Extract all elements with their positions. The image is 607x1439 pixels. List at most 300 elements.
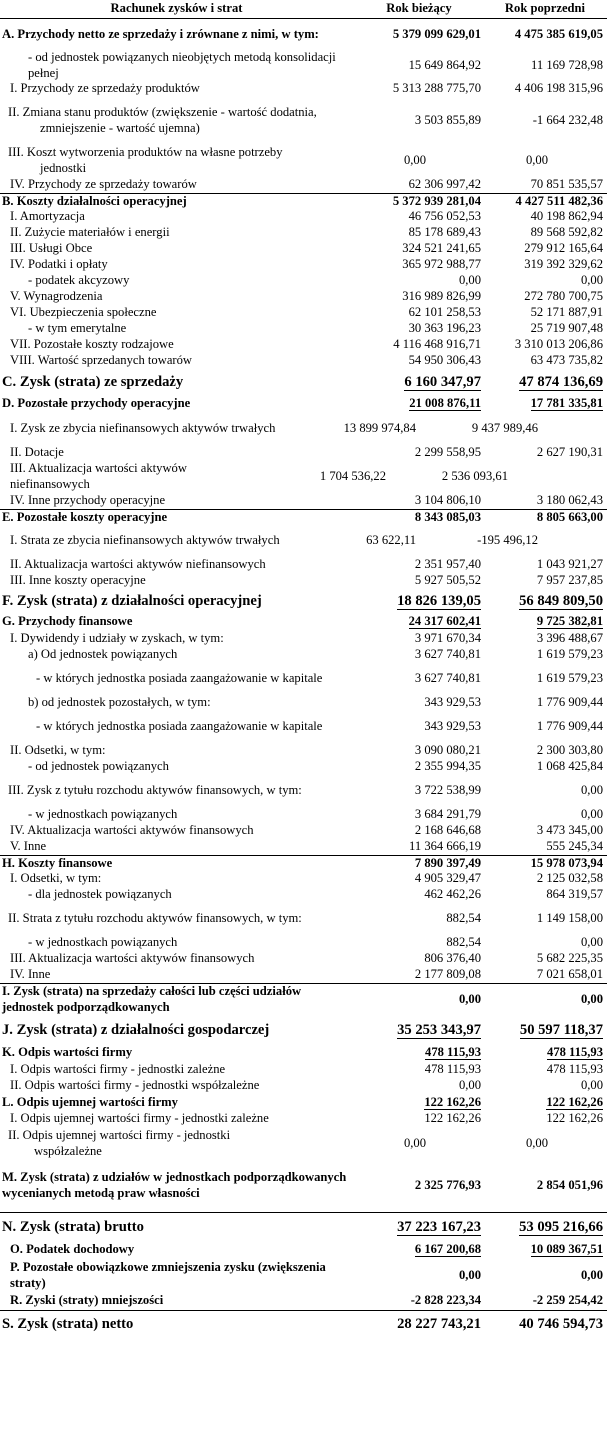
previous-year-value xyxy=(483,396,607,412)
current-year-value xyxy=(355,257,483,273)
table-row xyxy=(0,369,607,395)
row-label: D. Pozostałe przychody operacyjne xyxy=(2,396,191,411)
previous-year-amount: 0,00 xyxy=(525,153,548,168)
current-year-amount: 4 905 329,47 xyxy=(414,871,481,886)
table-row xyxy=(0,257,607,273)
table-row xyxy=(0,557,607,573)
row-label: a) Od jednostek powiązanych xyxy=(28,647,178,662)
previous-year-amount: 0,00 xyxy=(580,1078,603,1093)
previous-year-amount: 8 805 663,00 xyxy=(536,509,603,524)
current-year-amount: 882,54 xyxy=(446,911,481,926)
current-year-amount: 3 684 291,79 xyxy=(414,807,481,822)
previous-year-value xyxy=(388,469,512,485)
current-year-amount: 6 160 347,97 xyxy=(404,374,481,390)
previous-year-amount: -195 496,12 xyxy=(477,533,538,548)
row-label: - od jednostek powiązanych nieobjętych metodą konsolidacji pełnej xyxy=(28,49,336,80)
statement-rows xyxy=(0,19,607,1336)
previous-year-value xyxy=(483,209,607,225)
table-row xyxy=(0,775,607,807)
previous-year-value xyxy=(483,839,607,855)
previous-year-value xyxy=(483,1078,607,1094)
current-year-amount: 0,00 xyxy=(403,153,426,168)
previous-year-value xyxy=(483,225,607,241)
previous-year-value xyxy=(483,1178,607,1194)
previous-year-amount: 3 473 345,00 xyxy=(536,823,603,838)
previous-year-amount: -1 664 232,48 xyxy=(532,113,603,128)
current-year-amount: 8 343 085,03 xyxy=(414,509,481,524)
current-year-value xyxy=(355,614,483,630)
previous-year-value xyxy=(483,783,607,799)
table-row xyxy=(0,647,607,663)
row-label: IV. Przychody ze sprzedaży towarów xyxy=(10,177,197,192)
current-year-amount: 46 756 052,53 xyxy=(408,209,481,224)
table-row xyxy=(0,1094,607,1111)
table-row xyxy=(0,413,607,445)
current-year-value xyxy=(355,493,483,509)
current-year-amount: 882,54 xyxy=(446,935,481,950)
previous-year-value xyxy=(483,557,607,573)
row-label: - w jednostkach powiązanych xyxy=(28,807,178,822)
current-year-amount: 365 972 988,77 xyxy=(402,257,481,272)
previous-year-value xyxy=(483,27,607,43)
previous-year-value xyxy=(483,871,607,887)
current-year-value xyxy=(355,1095,483,1111)
previous-year-value xyxy=(483,241,607,257)
current-year-value xyxy=(355,951,483,967)
current-year-value xyxy=(355,225,483,241)
previous-year-value xyxy=(483,1218,607,1236)
current-year-value xyxy=(300,1136,428,1152)
previous-year-amount: 478 115,93 xyxy=(546,1062,603,1077)
table-row xyxy=(0,935,607,951)
previous-year-value xyxy=(483,353,607,369)
current-year-amount: 5 379 099 629,01 xyxy=(392,26,481,41)
previous-year-amount: 1 619 579,23 xyxy=(536,671,603,686)
row-label: IV. Podatki i opłaty xyxy=(10,257,108,272)
previous-year-value xyxy=(483,1268,607,1284)
previous-year-value xyxy=(483,614,607,630)
current-year-value xyxy=(355,871,483,887)
previous-year-amount: 7 957 237,85 xyxy=(536,573,603,588)
row-label: I. Odsetki, w tym: xyxy=(10,871,102,886)
current-year-value xyxy=(355,573,483,589)
previous-year-amount: 319 392 329,62 xyxy=(524,257,603,272)
previous-year-value xyxy=(483,445,607,461)
current-year-amount: 3 627 740,81 xyxy=(414,671,481,686)
table-row xyxy=(0,855,607,871)
previous-year-amount: 50 597 118,37 xyxy=(519,1022,603,1038)
previous-year-amount: 40 746 594,73 xyxy=(519,1315,603,1332)
previous-year-value xyxy=(483,592,607,610)
table-row xyxy=(0,1078,607,1094)
table-row xyxy=(0,983,607,1016)
current-year-amount: 2 299 558,95 xyxy=(414,445,481,460)
table-row xyxy=(0,525,607,557)
current-year-value xyxy=(300,153,428,169)
table-row xyxy=(0,823,607,839)
previous-year-value xyxy=(483,113,607,129)
previous-year-amount: 0,00 xyxy=(580,807,603,822)
current-year-value xyxy=(355,27,483,43)
previous-year-value xyxy=(483,337,607,353)
table-row xyxy=(0,1062,607,1078)
row-label: O. Podatek dochodowy xyxy=(10,1242,135,1257)
current-year-amount: 62 306 997,42 xyxy=(408,177,481,192)
previous-year-amount: 2 854 051,96 xyxy=(536,1178,603,1193)
row-label: IV. Inne xyxy=(10,967,51,982)
table-row xyxy=(0,951,607,967)
current-year-value xyxy=(355,719,483,735)
previous-year-value xyxy=(483,194,607,210)
previous-year-amount: 272 780 700,75 xyxy=(524,289,603,304)
row-label: N. Zysk (strata) brutto xyxy=(2,1218,144,1235)
table-row xyxy=(0,631,607,647)
current-year-amount: 122 162,26 xyxy=(424,1094,481,1109)
row-label: - podatek akcyzowy xyxy=(28,273,130,288)
current-year-value xyxy=(355,194,483,210)
current-year-value xyxy=(355,783,483,799)
table-row xyxy=(0,509,607,525)
current-year-amount: 15 649 864,92 xyxy=(408,57,481,72)
row-label: C. Zysk (strata) ze sprzedaży xyxy=(2,374,184,390)
previous-year-value xyxy=(483,743,607,759)
previous-year-value xyxy=(483,305,607,321)
row-label: I. Odpis wartości firmy - jednostki zależne xyxy=(10,1062,226,1077)
current-year-amount: 2 177 809,08 xyxy=(414,967,481,982)
current-year-amount: 806 376,40 xyxy=(424,951,481,966)
row-label: H. Koszty finansowe xyxy=(2,855,113,870)
previous-year-value xyxy=(483,1062,607,1078)
current-year-value xyxy=(355,557,483,573)
current-year-value xyxy=(355,177,483,193)
table-header xyxy=(0,0,607,19)
previous-year-amount: 1 149 158,00 xyxy=(536,911,603,926)
table-row xyxy=(0,839,607,855)
previous-year-value xyxy=(483,257,607,273)
row-label: P. Pozostałe obowiązkowe zmniejszenia zysku (zwiększenia straty) xyxy=(10,1260,326,1290)
current-year-value xyxy=(355,337,483,353)
current-year-value xyxy=(355,1218,483,1236)
current-year-amount: 324 521 241,65 xyxy=(402,241,481,256)
previous-year-amount: 89 568 592,82 xyxy=(530,225,603,240)
previous-year-amount: 17 781 335,81 xyxy=(530,396,603,411)
previous-year-amount: 4 406 198 315,96 xyxy=(514,81,603,96)
current-year-value xyxy=(355,58,483,74)
table-row xyxy=(0,97,607,145)
current-year-value xyxy=(355,671,483,687)
current-year-amount: 2 168 646,68 xyxy=(414,823,481,838)
row-label: V. Wynagrodzenia xyxy=(10,289,103,304)
current-year-value xyxy=(355,373,483,391)
table-row xyxy=(0,695,607,711)
current-year-value xyxy=(355,631,483,647)
row-label: VII. Pozostałe koszty rodzajowe xyxy=(10,337,174,352)
row-label: B. Koszty działalności operacyjnej xyxy=(2,193,187,208)
previous-year-value xyxy=(483,823,607,839)
current-year-amount: 316 989 826,99 xyxy=(402,289,481,304)
current-year-amount: 62 101 258,53 xyxy=(408,305,481,320)
header-title: Rachunek zysków i strat xyxy=(110,1,243,16)
previous-year-amount: 7 021 658,01 xyxy=(536,967,603,982)
previous-year-amount: 555 245,34 xyxy=(546,839,603,854)
previous-year-amount: 0,00 xyxy=(525,1135,548,1150)
current-year-amount: 28 227 743,21 xyxy=(397,1315,481,1332)
current-year-amount: 478 115,93 xyxy=(425,1045,481,1060)
previous-year-amount: 10 089 367,51 xyxy=(530,1242,603,1257)
current-year-amount: 30 363 196,23 xyxy=(408,321,481,336)
previous-year-value xyxy=(483,951,607,967)
current-year-value xyxy=(355,1178,483,1194)
table-row xyxy=(0,321,607,337)
previous-year-value xyxy=(483,373,607,391)
table-row xyxy=(0,573,607,589)
row-label: S. Zysk (strata) netto xyxy=(2,1315,134,1332)
previous-year-amount: 2 125 032,58 xyxy=(536,871,603,886)
current-year-amount: 0,00 xyxy=(458,1078,481,1093)
table-row xyxy=(0,19,607,50)
previous-year-value xyxy=(483,856,607,872)
row-label: II. Odpis wartości firmy - jednostki współzależne xyxy=(10,1078,260,1093)
table-row xyxy=(0,445,607,461)
current-year-amount: 3 090 080,21 xyxy=(414,743,481,758)
table-row xyxy=(0,743,607,759)
row-label: V. Inne xyxy=(10,839,47,854)
current-year-value xyxy=(355,81,483,97)
row-label: III. Inne koszty operacyjne xyxy=(10,573,146,588)
table-row xyxy=(0,1260,607,1292)
current-year-amount: 3 503 855,89 xyxy=(414,113,481,128)
table-row xyxy=(0,711,607,743)
current-year-value xyxy=(355,992,483,1008)
previous-year-amount: 3 310 013 206,86 xyxy=(514,337,603,352)
current-year-value xyxy=(355,967,483,983)
previous-year-amount: 1 776 909,44 xyxy=(536,695,603,710)
current-year-amount: 343 929,53 xyxy=(424,719,481,734)
table-row xyxy=(0,1111,607,1127)
current-year-value xyxy=(355,911,483,927)
current-year-amount: 2 355 994,35 xyxy=(414,759,481,774)
previous-year-amount: 4 427 511 482,36 xyxy=(515,193,603,208)
previous-year-amount: 52 171 887,91 xyxy=(530,305,603,320)
previous-year-value xyxy=(483,992,607,1008)
current-year-value xyxy=(260,469,388,485)
row-label: IV. Inne przychody operacyjne xyxy=(10,493,166,508)
table-row xyxy=(0,1292,607,1310)
previous-year-value xyxy=(418,533,542,549)
table-row xyxy=(0,461,607,493)
table-row xyxy=(0,241,607,257)
current-year-value xyxy=(355,1242,483,1258)
row-label: J. Zysk (strata) z działalności gospodarczej xyxy=(2,1022,270,1038)
current-year-value xyxy=(355,807,483,823)
current-year-value xyxy=(355,887,483,903)
current-year-amount: 37 223 167,23 xyxy=(397,1218,481,1235)
table-row xyxy=(0,1160,607,1212)
previous-year-amount: 0,00 xyxy=(580,1268,603,1283)
current-year-amount: 21 008 876,11 xyxy=(409,396,481,411)
row-label: III. Aktualizacja wartości aktywów niefinansowych xyxy=(10,461,187,491)
row-label: - w których jednostka posiada zaangażowanie w kapitale xyxy=(36,671,323,686)
row-label: I. Zysk ze zbycia niefinansowych aktywów trwałych xyxy=(10,421,276,436)
current-year-amount: 13 899 974,84 xyxy=(343,421,416,436)
current-year-amount: 0,00 xyxy=(458,992,481,1007)
table-row xyxy=(0,1212,607,1240)
previous-year-amount: 2 627 190,31 xyxy=(536,445,603,460)
current-year-amount: 478 115,93 xyxy=(424,1062,481,1077)
table-row xyxy=(0,807,607,823)
previous-year-value xyxy=(418,421,542,437)
current-year-value xyxy=(290,533,418,549)
row-label: F. Zysk (strata) z działalności operacyjnej xyxy=(2,593,262,609)
table-row xyxy=(0,50,607,81)
previous-year-amount: -2 259 254,42 xyxy=(532,1293,603,1308)
previous-year-amount: 1 043 921,27 xyxy=(536,557,603,572)
current-year-value xyxy=(290,421,418,437)
table-row xyxy=(0,209,607,225)
table-row xyxy=(0,225,607,241)
previous-year-amount: 70 851 535,57 xyxy=(530,177,603,192)
current-year-amount: 63 622,11 xyxy=(366,533,416,548)
current-year-amount: 122 162,26 xyxy=(424,1111,481,1126)
previous-year-value xyxy=(483,1242,607,1258)
current-year-value xyxy=(355,647,483,663)
table-row xyxy=(0,1016,607,1044)
row-label: II. Odpis ujemnej wartości firmy - jednostki współzależne xyxy=(8,1127,231,1158)
table-row xyxy=(0,81,607,97)
current-year-value xyxy=(355,1268,483,1284)
previous-year-amount: 53 095 216,66 xyxy=(519,1218,603,1235)
row-label: I. Dywidendy i udziały w zyskach, w tym: xyxy=(10,631,224,646)
header-current-year: Rok bieżący xyxy=(386,1,452,16)
row-label: - w których jednostka posiada zaangażowanie w kapitale xyxy=(36,719,323,734)
row-label: I. Przychody ze sprzedaży produktów xyxy=(10,81,200,96)
table-row xyxy=(0,193,607,209)
previous-year-amount: 1 776 909,44 xyxy=(536,719,603,734)
current-year-amount: 2 325 776,93 xyxy=(414,1178,481,1193)
previous-year-amount: 40 198 862,94 xyxy=(530,209,603,224)
row-label: G. Przychody finansowe xyxy=(2,614,133,629)
current-year-amount: 3 627 740,81 xyxy=(414,647,481,662)
row-label: II. Aktualizacja wartości aktywów niefinansowych xyxy=(10,557,266,572)
current-year-value xyxy=(355,1293,483,1309)
previous-year-amount: 25 719 907,48 xyxy=(530,321,603,336)
previous-year-value xyxy=(483,1045,607,1061)
previous-year-amount: 2 300 303,80 xyxy=(536,743,603,758)
row-label: b) od jednostek pozostałych, w tym: xyxy=(28,695,211,710)
previous-year-value xyxy=(483,81,607,97)
row-label: III. Koszt wytworzenia produktów na własne potrzeby jednostki xyxy=(8,145,283,175)
current-year-amount: 54 950 306,43 xyxy=(408,353,481,368)
current-year-amount: 462 462,26 xyxy=(424,887,481,902)
previous-year-value xyxy=(483,935,607,951)
current-year-amount: 3 971 670,34 xyxy=(414,631,481,646)
previous-year-amount: 63 473 735,82 xyxy=(530,353,603,368)
current-year-amount: 11 364 666,19 xyxy=(409,839,481,854)
current-year-value xyxy=(355,510,483,526)
previous-year-amount: 11 169 728,98 xyxy=(531,57,603,72)
previous-year-amount: 478 115,93 xyxy=(547,1045,603,1060)
previous-year-amount: 122 162,26 xyxy=(546,1111,603,1126)
row-label: L. Odpis ujemnej wartości firmy xyxy=(2,1094,178,1109)
previous-year-amount: 0,00 xyxy=(580,992,603,1007)
row-label: I. Zysk (strata) na sprzedaży całości lub części udziałów jednostek podporządkowanych xyxy=(2,984,302,1014)
table-row xyxy=(0,903,607,935)
current-year-amount: -2 828 223,34 xyxy=(410,1293,481,1308)
current-year-value xyxy=(355,1045,483,1061)
row-label: - dla jednostek powiązanych xyxy=(28,887,172,902)
previous-year-value xyxy=(483,887,607,903)
table-row xyxy=(0,887,607,903)
current-year-value xyxy=(355,321,483,337)
table-row xyxy=(0,493,607,509)
table-row xyxy=(0,305,607,321)
previous-year-amount: 0,00 xyxy=(580,935,603,950)
table-row xyxy=(0,1127,607,1160)
table-row xyxy=(0,1310,607,1336)
row-label: K. Odpis wartości firmy xyxy=(2,1045,133,1060)
current-year-value xyxy=(355,823,483,839)
current-year-value xyxy=(355,759,483,775)
current-year-value xyxy=(355,592,483,610)
current-year-value xyxy=(355,1078,483,1094)
row-label: II. Zmiana stanu produktów (zwiększenie - wartość dodatnia, zmniejszenie - wartość ujemna) xyxy=(8,105,317,135)
previous-year-amount: 279 912 165,64 xyxy=(524,241,603,256)
table-row xyxy=(0,871,607,887)
row-label: II. Odsetki, w tym: xyxy=(10,743,106,758)
previous-year-amount: 0,00 xyxy=(580,783,603,798)
table-row xyxy=(0,1044,607,1062)
row-label: III. Aktualizacja wartości aktywów finansowych xyxy=(10,951,255,966)
current-year-amount: 4 116 468 916,71 xyxy=(393,337,481,352)
previous-year-value xyxy=(483,1315,607,1333)
current-year-amount: 343 929,53 xyxy=(424,695,481,710)
previous-year-value xyxy=(483,273,607,289)
table-row xyxy=(0,289,607,305)
previous-year-amount: 3 180 062,43 xyxy=(536,493,603,508)
previous-year-value xyxy=(428,153,552,169)
previous-year-value xyxy=(483,493,607,509)
previous-year-value xyxy=(483,911,607,927)
previous-year-value xyxy=(483,1021,607,1039)
current-year-amount: 7 890 397,49 xyxy=(414,855,481,870)
previous-year-value xyxy=(483,719,607,735)
row-label: II. Zużycie materiałów i energii xyxy=(10,225,170,240)
previous-year-value xyxy=(483,695,607,711)
current-year-amount: 5 313 288 775,70 xyxy=(392,81,481,96)
current-year-value xyxy=(355,695,483,711)
table-row xyxy=(0,1240,607,1260)
previous-year-value xyxy=(483,1095,607,1111)
current-year-value xyxy=(355,445,483,461)
current-year-value xyxy=(355,1062,483,1078)
current-year-value xyxy=(355,289,483,305)
row-label: A. Przychody netto ze sprzedaży i zrównane z nimi, w tym: xyxy=(2,26,319,41)
previous-year-value xyxy=(483,177,607,193)
previous-year-amount: 864 319,57 xyxy=(546,887,603,902)
row-label: - w tym emerytalne xyxy=(28,321,127,336)
row-label: II. Dotacje xyxy=(10,445,64,460)
current-year-amount: 35 253 343,97 xyxy=(397,1022,481,1038)
current-year-amount: 3 722 538,99 xyxy=(414,783,481,798)
previous-year-value xyxy=(483,510,607,526)
previous-year-value xyxy=(483,967,607,983)
row-label: VI. Ubezpieczenia społeczne xyxy=(10,305,157,320)
previous-year-amount: 1 619 579,23 xyxy=(536,647,603,662)
previous-year-value xyxy=(483,671,607,687)
current-year-amount: 5 927 505,52 xyxy=(414,573,481,588)
current-year-value xyxy=(355,743,483,759)
current-year-amount: 5 372 939 281,04 xyxy=(392,193,481,208)
